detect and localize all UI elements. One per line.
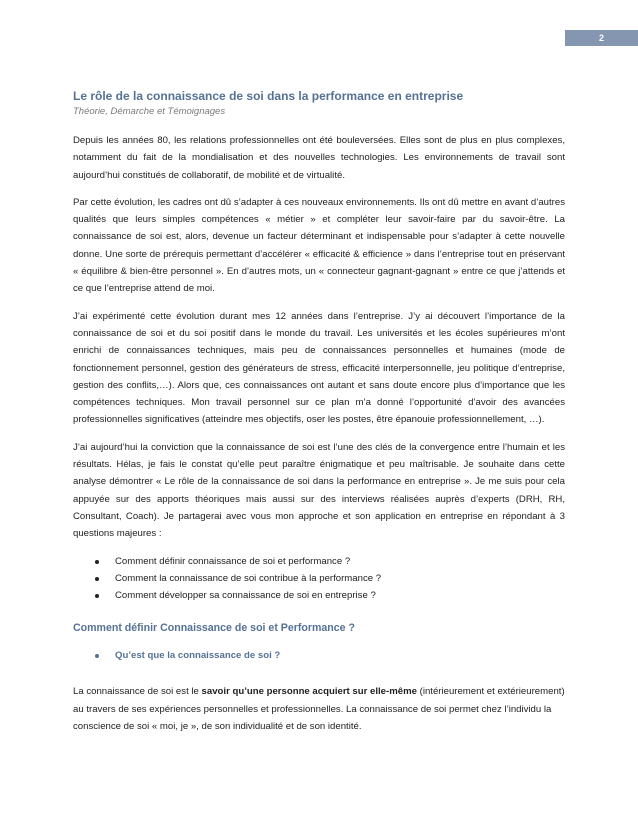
paragraph-evolution: Par cette évolution, les cadres ont dû s’adapter à ces nouveaux environnements. Ils ont dû mettre en avant d’autres qualités que leurs simples compétences « métier » et compléter leur savoir-faire par du savoir-être. La connaissance de soi est, alors, devenue un facteur déterminant et indispensable pour s’adapter à cette nouvelle donne. Une sorte de prérequis permettant d’accélérer « efficacité & efficience » dans l’entreprise tout en préservant « équilibre & bien-être personnel ». En d’autres mots, un « connecteur gagnant-gagnant » entre ce que j’attends et ce que l’entreprise attend de moi. (73, 196, 565, 295)
page-number-badge: 2 (565, 30, 638, 46)
paragraph-experience: J’ai expérimenté cette évolution durant mes 12 années dans l’entreprise. J’y ai découvert l’importance de la connaissance de soi et du soi positif dans le monde du travail. Les universités et les écoles supérieures m’ont enrichi de connaissances techniques, mais peu de connaissances personnelles et humaines (mode de fonctionnement personnel, gestion des générateurs de stress, efficacité interpersonnelle, jeu politique d’entreprise, gestion des conflits,…). Alors que, ces connaissances ont autant et sans doute encore plus d’importance que les compétences techniques. Mon travail personnel sur ce plan m’a donné l’opportunité d’avoir des avancées professionnelles significatives (atteindre mes objectifs, oser les postes, être épanouie professionnellement, …). (73, 310, 565, 426)
paragraph-conviction: J’ai aujourd’hui la conviction que la connaissance de soi est l’une des clés de la convergence entre l’humain et les résultats. Hélas, je fais le constat qu’elle peut paraître énigmatique et peu maîtrisable. Je souhaite dans cette analyse démontrer « Le rôle de la connaissance de soi dans la performance en entreprise ». Je me suis pour cela appuyée sur des apports théoriques mais aussi sur des interviews réalisées auprès d’experts (DRH, RH, Consultant, Coach). Je partagerai avec vous mon approche et son application en entreprise en répondant à 3 questions majeures : (73, 441, 565, 540)
document-subtitle: Théorie, Démarche et Témoignages (73, 106, 226, 117)
sub-question-heading: Qu’est que la connaissance de soi ? (73, 649, 565, 663)
definition-text-start: La connaissance de soi est le (73, 686, 202, 698)
definition-text-end: (intérieurement et extérieurement) au travers de ses expériences personnelles et professionnelles. La connaissance de soi permet chez l’individu la conscience de soi « moi, je », de son individualité et de son identité. (73, 686, 565, 733)
paragraph-intro: Depuis les années 80, les relations professionnelles ont été bouleversées. Elles sont de plus en plus complexes, notamment du fait de la mondialisation et des nouvelles technologies. Les environnements de travail sont aujourd’hui constitués de collaboratif, de mobilité et de virtualité. (73, 135, 565, 181)
questions-list (73, 553, 565, 605)
section-heading: Comment définir Connaissance de soi et Performance ? (73, 622, 355, 635)
list-item: Comment la connaissance de soi contribue à la performance ? (73, 570, 565, 587)
list-item: Comment développer sa connaissance de soi en entreprise ? (73, 587, 565, 604)
document-body (73, 89, 565, 745)
document-title: Le rôle de la connaissance de soi dans la performance en entreprise (73, 89, 464, 103)
definition-bold-text: savoir qu’une personne acquiert sur elle-même (201, 686, 417, 698)
list-item: Comment définir connaissance de soi et performance ? (73, 553, 565, 570)
paragraph-definition (73, 683, 565, 735)
